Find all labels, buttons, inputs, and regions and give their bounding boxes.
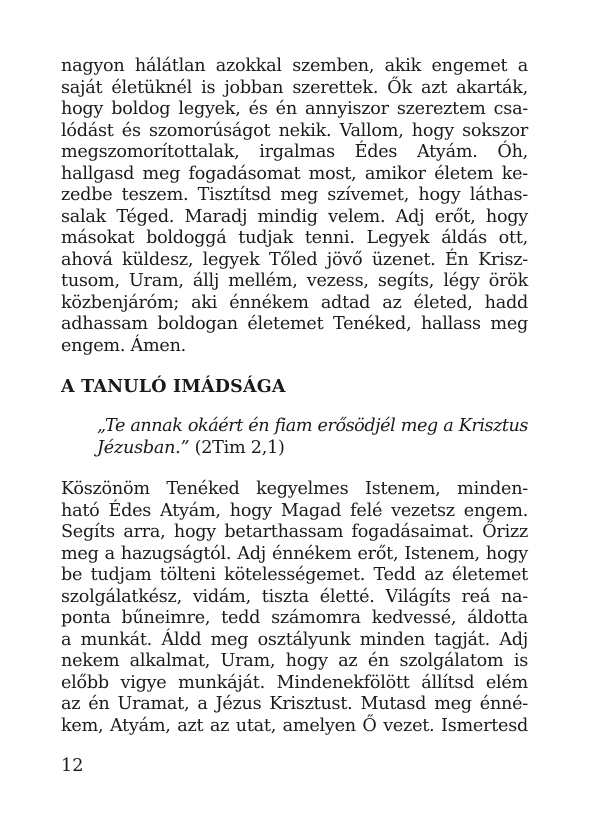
text-line: megszomorítottalak, irgalmas Édes Atyám. Óh, (61, 142, 528, 162)
quote-line (97, 438, 528, 460)
text-line: saját életüknél is jobban szerettek. Ők azt akarták, (61, 77, 528, 98)
quote-text: Jézusban.” (97, 437, 190, 458)
text-line: a munkát. Áldd meg osztályunk minden tagját. Adj (61, 629, 528, 650)
text-line: lódást és szomorúságot nekik. Vallom, hogy sokszor (61, 120, 528, 141)
text-line: meg a hazugságtól. Adj énnékem erőt, Istenem, hogy (61, 543, 528, 564)
page-number: 12 (61, 756, 84, 776)
text-line: kem, Atyám, azt az utat, amelyen Ő vezet. Ismertesd (61, 715, 528, 736)
text-line: ható Édes Atyám, hogy Magad felé vezetsz engem. (61, 500, 528, 521)
text-line: tusom, Uram, állj mellém, vezess, segíts, légy örök (61, 271, 528, 291)
text-line: zedbe teszem. Tisztítsd meg szívemet, hogy láthas- (61, 185, 528, 205)
text-line: nagyon hálátlan azokkal szemben, akik engemet a (61, 56, 528, 76)
text-line: adhassam boldogan életemet Tenéked, hallass meg (61, 314, 528, 334)
text-line: előbb vigye munkáját. Mindenekfölött állítsd elém (61, 672, 528, 693)
text-line: szolgálatkész, vidám, tiszta életté. Világíts reá na- (61, 586, 528, 607)
text-line: ahová küldesz, legyek Tőled jövő üzenet. Én Krisz- (61, 249, 528, 270)
text-line: ponta bűneimre, tedd számomra kedvessé, áldotta (61, 608, 528, 628)
text-line: hallgasd meg fogadásomat most, amikor életem ke- (61, 163, 528, 184)
text-line: hogy boldog legyek, és én annyiszor szereztem csa- (61, 99, 528, 119)
text-line: Segíts arra, hogy betarthassam fogadásaimat. Őrizz (61, 522, 528, 542)
text-line: közbenjáróm; aki énnékem adtad az életed, hadd (61, 292, 528, 313)
paragraph-student-prayer (61, 479, 528, 737)
text-line: be tudjam tölteni kötelességemet. Tedd az életemet (61, 565, 528, 585)
book-page (61, 56, 528, 737)
paragraph-prayer-end (61, 56, 528, 357)
quote-line: „Te annak okáért én fiam erősödjél meg a Krisztus (97, 416, 528, 436)
text-line: Köszönöm Tenéked kegyelmes Istenem, minden- (61, 479, 528, 499)
quote-reference: (2Tim 2,1) (189, 437, 285, 458)
text-line: másokat boldoggá tudjak tenni. Legyek áldás ott, (61, 228, 528, 248)
text-line: engem. Ámen. (61, 335, 187, 356)
text-line: salak Téged. Maradj mindig velem. Adj erőt, hogy (61, 206, 528, 227)
text-line: az én Uramat, a Jézus Krisztust. Mutasd meg énné- (61, 694, 528, 714)
section-heading: A TANULÓ IMÁDSÁGA (61, 377, 286, 397)
text-line: nekem alkalmat, Uram, hogy az én szolgálatom is (61, 651, 528, 671)
bible-quote (61, 416, 528, 459)
